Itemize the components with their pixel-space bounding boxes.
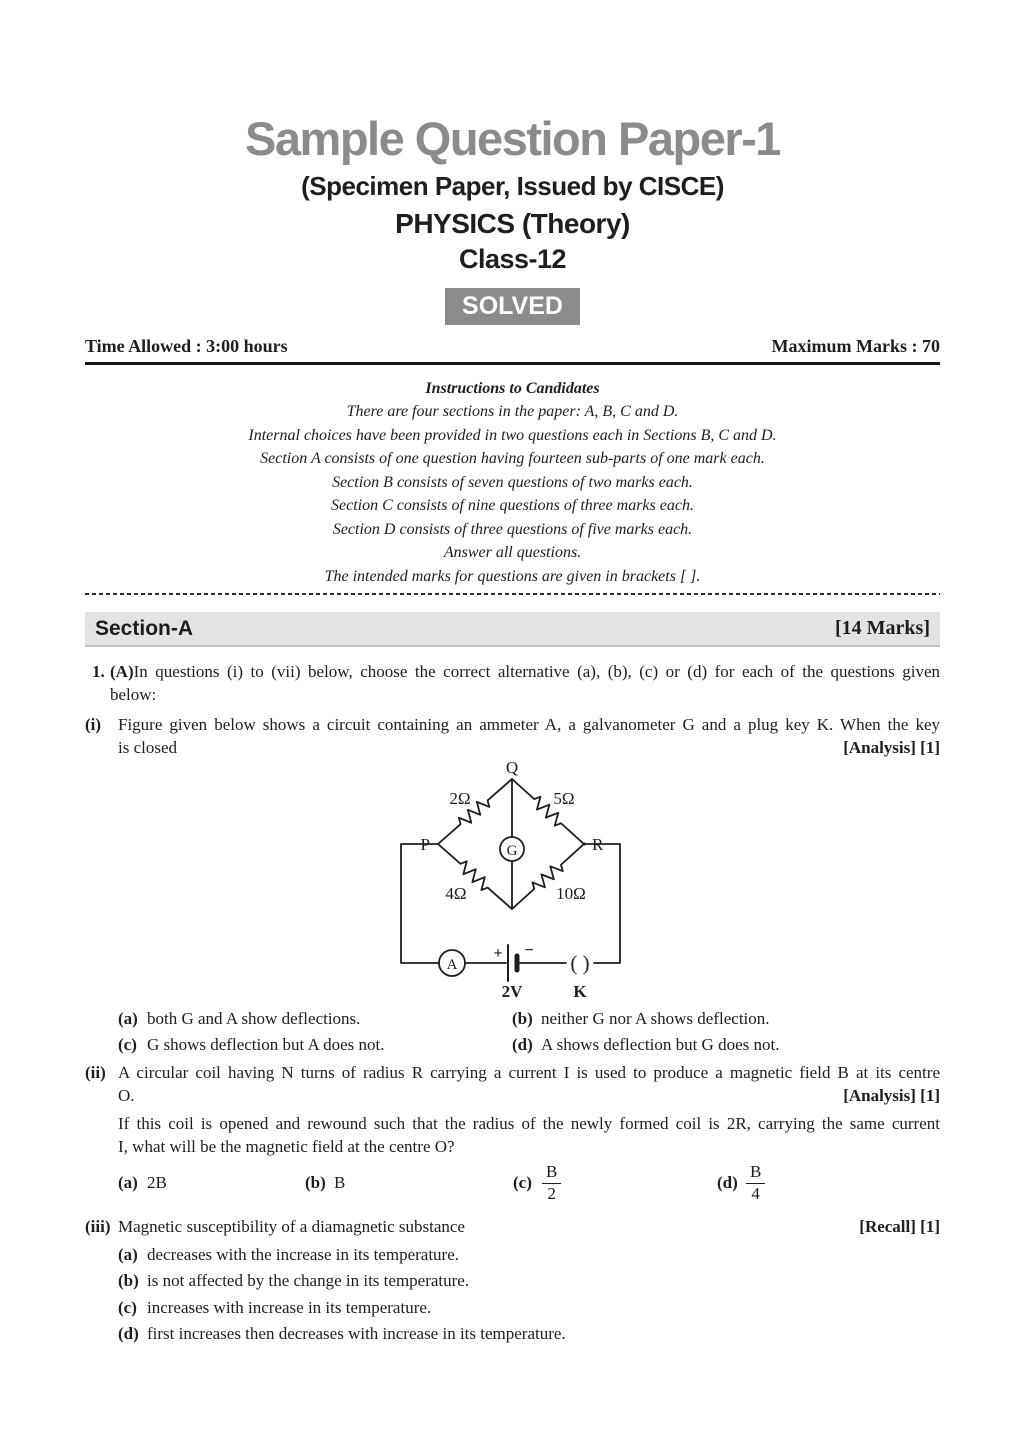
- wheatstone-bridge-circuit: [390, 759, 630, 1004]
- question-text: If this coil is opened and rewound such that the radius of the newly formed coil is 2R, carrying the same current: [118, 1114, 940, 1134]
- resistor-2ohm: [434, 775, 516, 849]
- instruction-line: Answer all questions.: [443, 544, 582, 562]
- fraction: $\frac{B}{2}$: [542, 1163, 561, 1203]
- instruction-line: The intended marks for questions are given in brackets [ ].: [324, 567, 701, 585]
- maximum-marks: Maximum Marks : 70: [771, 336, 940, 357]
- galvanometer-label: G: [506, 843, 518, 860]
- left-wire: [401, 844, 439, 963]
- section-title: Section-A: [95, 616, 194, 640]
- instructions-block: [85, 377, 940, 588]
- page-title: Sample Question Paper-1: [245, 112, 780, 165]
- question-text: Magnetic susceptibility of a diamagnetic substance: [118, 1217, 465, 1237]
- option-a: (a) 2B: [118, 1173, 167, 1193]
- resistor-2ohm-label: 2Ω: [449, 789, 471, 809]
- instruction-line: Section D consists of three questions of five marks each.: [332, 520, 693, 538]
- paper-subtitle: (Specimen Paper, Issued by CISCE): [301, 171, 724, 202]
- option-c: (c) $\frac{B}{2}$: [513, 1163, 717, 1203]
- solved-badge: SOLVED: [445, 288, 580, 325]
- instruction-line: There are four sections in the paper: A, B, C and D.: [346, 403, 679, 421]
- question-text: In questions (i) to (vii) below, choose the correct alternative (a), (b), (c) or (d) for each of the questions given: [133, 662, 940, 682]
- marks-tag: [Analysis] [1]: [843, 1085, 940, 1105]
- question-text: A circular coil having N turns of radius R carrying a current I is used to produce a magnetic field B at its centre: [118, 1063, 940, 1083]
- circuit-figure: [390, 759, 940, 1004]
- option-b: (b) B: [305, 1173, 346, 1193]
- marks-tag: [Recall] [1]: [859, 1217, 940, 1237]
- question-text: O.: [118, 1085, 135, 1105]
- question-iii: [85, 1216, 940, 1239]
- option-c: (c) increases with increase in its temperature.: [118, 1297, 432, 1317]
- option-b: (b) is not affected by the change in its temperature.: [118, 1271, 470, 1291]
- question-text: Figure given below shows a circuit containing an ammeter A, a galvanometer G and a plug key K. When the key: [118, 715, 940, 735]
- node-r-label: R: [592, 835, 604, 855]
- subquestion-label: (iii): [85, 1217, 111, 1237]
- plug-key-label: K: [573, 982, 587, 1002]
- question-i-options: [85, 1006, 940, 1058]
- part-label: (A): [110, 662, 134, 682]
- option-d: (d) $\frac{B}{4}$: [717, 1163, 765, 1203]
- instruction-line: Section B consists of seven questions of two marks each.: [332, 473, 693, 491]
- class-title: Class-12: [458, 244, 567, 275]
- question-ii: [85, 1062, 940, 1107]
- exam-meta-row: [85, 336, 940, 357]
- battery-minus-sign: −: [524, 942, 534, 960]
- instruction-line: Internal choices have been provided in two questions each in Sections B, C and D.: [248, 426, 777, 444]
- question-i: [85, 714, 940, 759]
- option-c: (c) G shows deflection but A does not.: [118, 1035, 385, 1055]
- question-number: 1.: [92, 662, 105, 682]
- option-a: (a) decreases with the increase in its temperature.: [118, 1244, 460, 1264]
- plug-key-symbol: ( ): [570, 951, 590, 976]
- resistor-10ohm-label: 10Ω: [556, 884, 586, 904]
- question-1: [85, 661, 940, 706]
- battery-voltage-label: 2V: [501, 982, 523, 1002]
- resistor-5ohm: [508, 775, 589, 850]
- question-ii-options: [85, 1160, 940, 1206]
- fraction: $\frac{B}{4}$: [746, 1163, 765, 1203]
- subquestion-label: (i): [85, 715, 102, 735]
- subject-title: PHYSICS (Theory): [395, 208, 630, 240]
- question-iii-options: [85, 1242, 940, 1348]
- resistor-4ohm-label: 4Ω: [445, 884, 467, 904]
- time-allowed: Time Allowed : 3:00 hours: [85, 336, 288, 357]
- question-text: below:: [110, 684, 157, 704]
- question-text: is closed: [118, 737, 178, 757]
- node-p-label: P: [420, 835, 430, 855]
- paper-header: [85, 114, 940, 365]
- option-b: (b) neither G nor A shows deflection.: [512, 1009, 770, 1029]
- instructions-heading: Instructions to Candidates: [425, 380, 600, 398]
- node-q-label: Q: [505, 759, 519, 778]
- battery-plus-sign: +: [493, 945, 503, 963]
- resistor-5ohm-label: 5Ω: [553, 789, 575, 809]
- option-a: (a) both G and A show deflections.: [118, 1009, 361, 1029]
- question-ii-continued: [85, 1113, 940, 1158]
- marks-tag: [Analysis] [1]: [843, 737, 940, 757]
- dashed-divider: [85, 593, 940, 595]
- option-d: (d) A shows deflection but G does not.: [512, 1035, 780, 1055]
- section-marks: [14 Marks]: [835, 617, 930, 640]
- option-d: (d) first increases then decreases with increase in its temperature.: [118, 1324, 566, 1344]
- right-wire: [584, 844, 620, 963]
- section-a-bar: [85, 612, 940, 647]
- ammeter-label: A: [446, 957, 458, 974]
- subquestion-label: (ii): [85, 1063, 106, 1083]
- instruction-line: Section A consists of one question having fourteen sub-parts of one mark each.: [260, 450, 765, 468]
- question-text: I, what will be the magnetic field at the centre O?: [118, 1136, 455, 1156]
- header-rule: [85, 362, 940, 365]
- instruction-line: Section C consists of nine questions of three marks each.: [331, 497, 694, 515]
